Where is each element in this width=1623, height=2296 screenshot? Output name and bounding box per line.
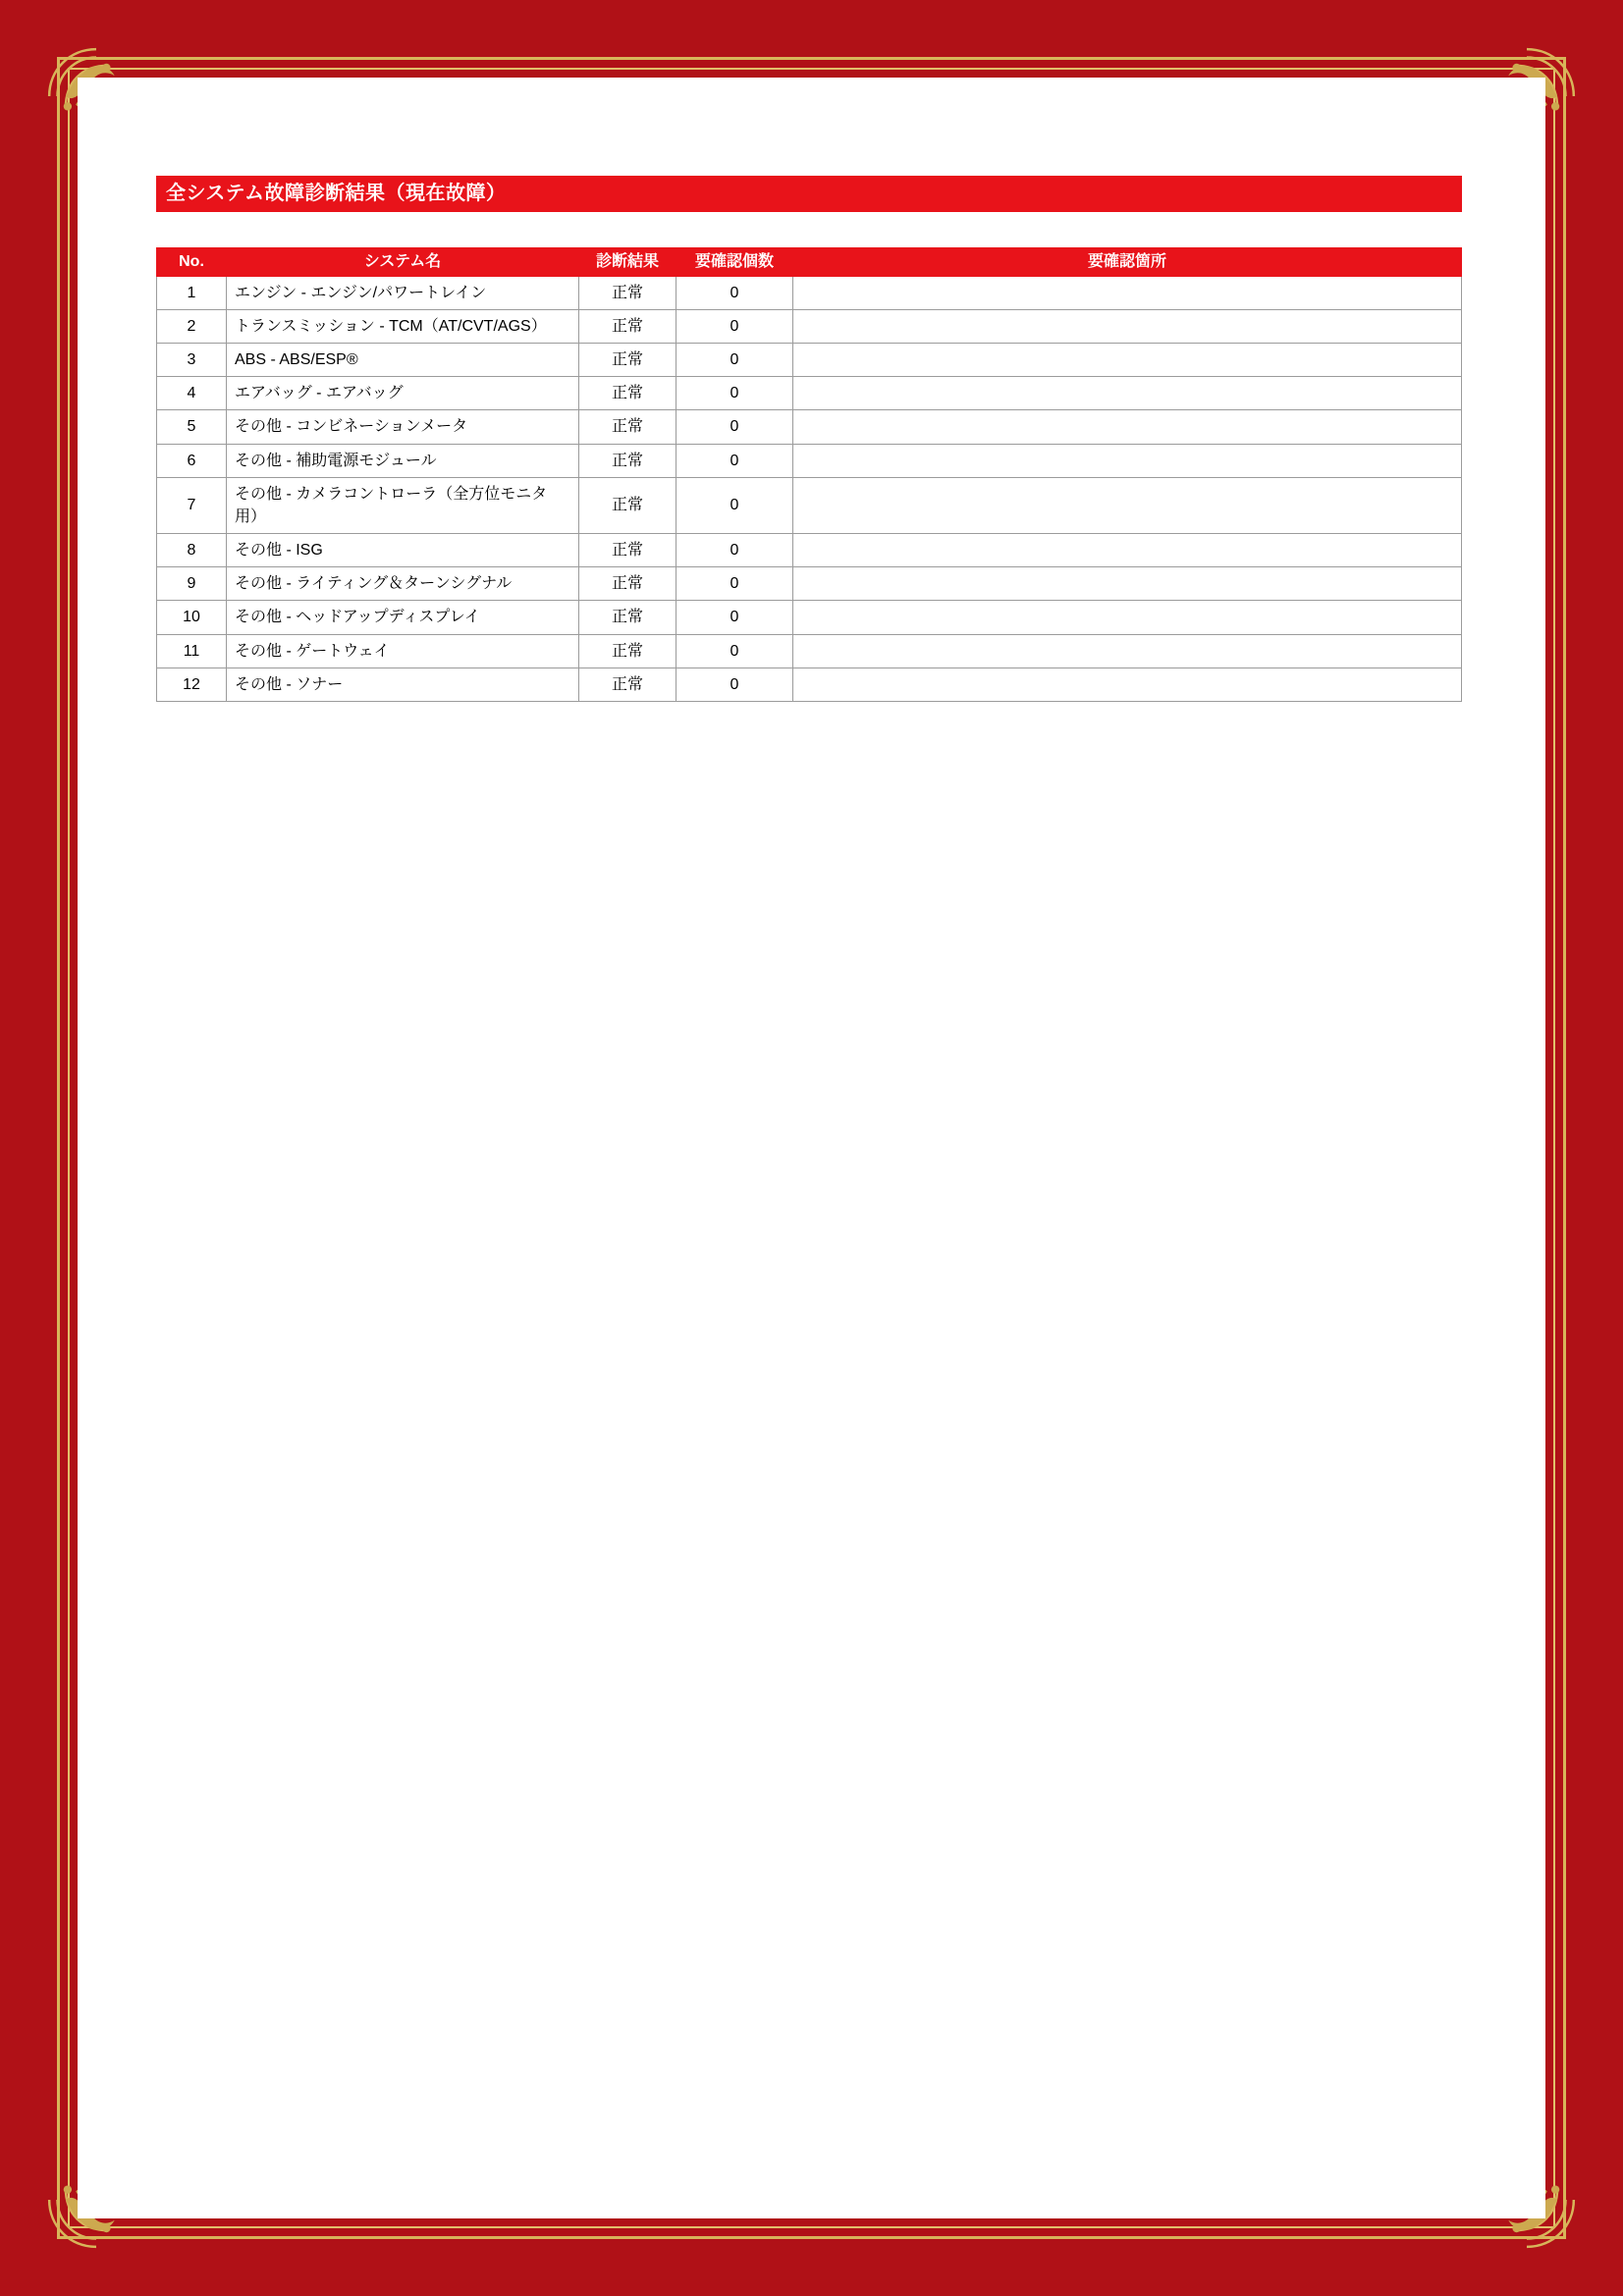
cell-place: [793, 309, 1462, 343]
cell-result: 正常: [579, 634, 676, 667]
table-row: [157, 477, 1462, 533]
table-header-row: [157, 248, 1462, 277]
cell-system: その他 - カメラコントローラ（全方位モニタ用）: [227, 477, 579, 533]
column-header-result: 診断結果: [579, 248, 676, 277]
cell-result: 正常: [579, 567, 676, 601]
cell-place: [793, 276, 1462, 309]
table-row: [157, 534, 1462, 567]
cell-result: 正常: [579, 534, 676, 567]
column-header-no: No.: [157, 248, 227, 277]
cell-no: 9: [157, 567, 227, 601]
cell-count: 0: [676, 309, 793, 343]
cell-place: [793, 477, 1462, 533]
cell-count: 0: [676, 634, 793, 667]
column-header-count: 要確認個数: [676, 248, 793, 277]
column-header-place: 要確認箇所: [793, 248, 1462, 277]
table-row: [157, 634, 1462, 667]
cell-count: 0: [676, 601, 793, 634]
cell-result: 正常: [579, 477, 676, 533]
cell-system: トランスミッション - TCM（AT/CVT/AGS）: [227, 309, 579, 343]
cell-result: 正常: [579, 444, 676, 477]
cell-system: その他 - ライティング＆ターンシグナル: [227, 567, 579, 601]
cell-system: その他 - ゲートウェイ: [227, 634, 579, 667]
cell-no: 7: [157, 477, 227, 533]
cell-result: 正常: [579, 309, 676, 343]
cell-place: [793, 567, 1462, 601]
cell-no: 3: [157, 343, 227, 376]
table-row: [157, 444, 1462, 477]
cell-result: 正常: [579, 343, 676, 376]
cell-count: 0: [676, 477, 793, 533]
column-header-system: システム名: [227, 248, 579, 277]
cell-system: その他 - ヘッドアップディスプレイ: [227, 601, 579, 634]
cell-system: ABS - ABS/ESP®: [227, 343, 579, 376]
table-row: [157, 667, 1462, 701]
cell-result: 正常: [579, 377, 676, 410]
section-title: 全システム故障診断結果（現在故障）: [156, 176, 1462, 212]
table-row: [157, 276, 1462, 309]
cell-place: [793, 377, 1462, 410]
cell-count: 0: [676, 410, 793, 444]
cell-system: その他 - 補助電源モジュール: [227, 444, 579, 477]
cell-no: 10: [157, 601, 227, 634]
cell-count: 0: [676, 667, 793, 701]
cell-no: 6: [157, 444, 227, 477]
table-row: [157, 309, 1462, 343]
cell-place: [793, 444, 1462, 477]
table-row: [157, 343, 1462, 376]
cell-count: 0: [676, 567, 793, 601]
cell-place: [793, 343, 1462, 376]
cell-system: エンジン - エンジン/パワートレイン: [227, 276, 579, 309]
cell-count: 0: [676, 276, 793, 309]
cell-result: 正常: [579, 667, 676, 701]
cell-no: 2: [157, 309, 227, 343]
cell-count: 0: [676, 444, 793, 477]
cell-no: 12: [157, 667, 227, 701]
cell-no: 1: [157, 276, 227, 309]
cell-place: [793, 534, 1462, 567]
paper-sheet: [78, 78, 1545, 2218]
cell-place: [793, 410, 1462, 444]
cell-count: 0: [676, 534, 793, 567]
table-row: [157, 601, 1462, 634]
cell-count: 0: [676, 377, 793, 410]
report-content: [156, 176, 1462, 702]
cell-result: 正常: [579, 410, 676, 444]
cell-no: 4: [157, 377, 227, 410]
cell-no: 8: [157, 534, 227, 567]
cell-place: [793, 634, 1462, 667]
table-row: [157, 410, 1462, 444]
cell-system: エアバッグ - エアバッグ: [227, 377, 579, 410]
cell-no: 5: [157, 410, 227, 444]
cell-system: その他 - ソナー: [227, 667, 579, 701]
cell-no: 11: [157, 634, 227, 667]
table-row: [157, 377, 1462, 410]
cell-system: その他 - ISG: [227, 534, 579, 567]
table-body: [157, 276, 1462, 701]
table-header: [157, 248, 1462, 277]
cell-place: [793, 601, 1462, 634]
cell-place: [793, 667, 1462, 701]
cell-result: 正常: [579, 601, 676, 634]
cell-system: その他 - コンビネーションメータ: [227, 410, 579, 444]
diagnostics-table: [156, 247, 1462, 702]
cell-result: 正常: [579, 276, 676, 309]
table-row: [157, 567, 1462, 601]
cell-count: 0: [676, 343, 793, 376]
